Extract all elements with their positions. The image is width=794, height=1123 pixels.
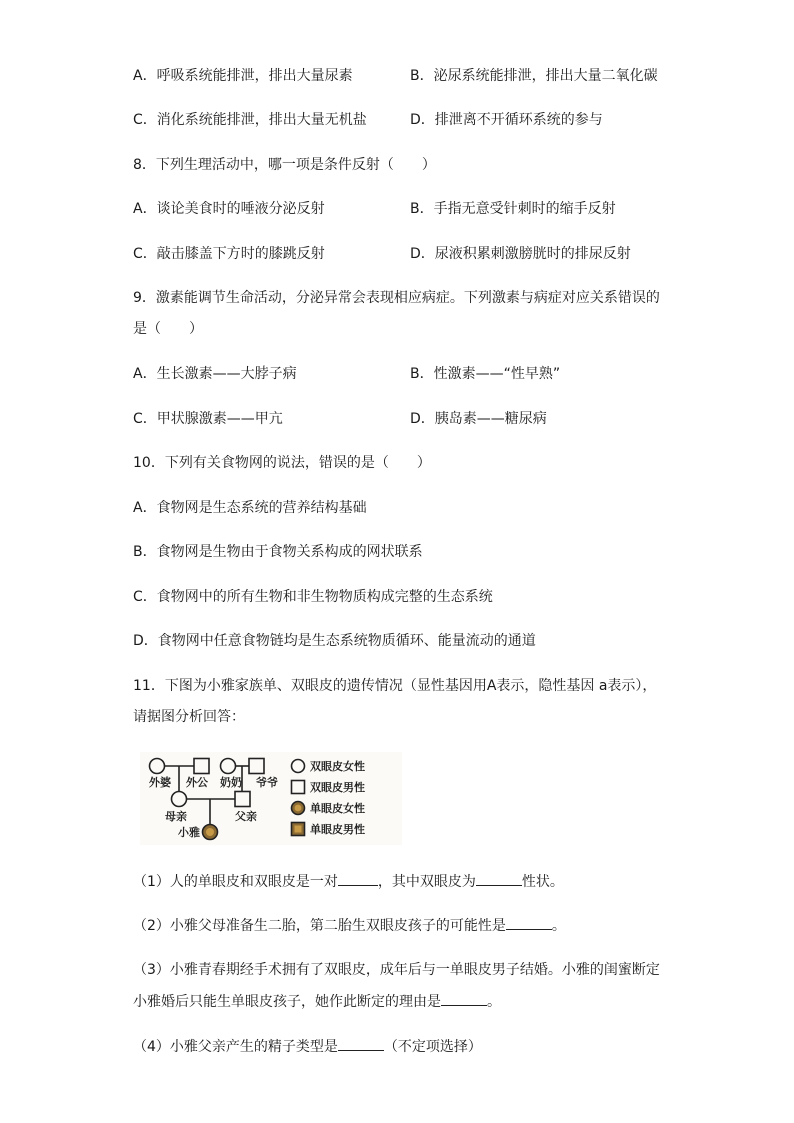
answer-blank-4[interactable]: [441, 991, 487, 1006]
q8-option-c: C．敲击膝盖下方时的膝跳反射: [133, 246, 325, 262]
waipo-circle: [150, 759, 165, 774]
legend-square-open: [292, 781, 305, 794]
label-muqin: 母亲: [165, 810, 187, 823]
nainai-circle: [221, 759, 236, 774]
label-waipo: 外婆: [149, 776, 171, 789]
pedigree-figure: [140, 752, 402, 845]
q8-option-a: A．谈论美食时的唾液分泌反射: [133, 201, 325, 217]
q9-option-b: B．性激素——“性早熟”: [410, 366, 561, 382]
q9-option-a: A．生长激素——大脖子病: [133, 366, 297, 382]
answer-blank-5[interactable]: [338, 1036, 384, 1051]
q9-stem-line1: 9．激素能调节生命活动，分泌异常会表现相应病症。下列激素与病症对应关系错误的: [133, 290, 660, 306]
legend-circle-open: [292, 760, 305, 773]
q8-option-d: D．尿液积累刺激膀胱时的排尿反射: [410, 246, 631, 262]
yeye-square: [249, 759, 264, 774]
q11-sub1: [133, 871, 564, 892]
answer-blank-3[interactable]: [506, 915, 552, 930]
pedigree-diagram: [140, 752, 402, 845]
legend-item-3: 单眼皮女性: [310, 802, 365, 815]
q10-stem: 10．下列有关食物网的说法，错误的是（ ）: [133, 455, 431, 471]
label-xiaoya: 小雅: [178, 826, 200, 839]
waigong-square: [194, 759, 209, 774]
q10-option-b: B．食物网是生物由于食物关系构成的网状联系: [133, 544, 423, 560]
answer-blank-2[interactable]: [476, 871, 522, 886]
label-waigong: 外公: [186, 776, 208, 789]
q11-sub1-text-c: 性状。: [521, 874, 564, 890]
q9-stem-line2: 是（ ）: [133, 321, 203, 337]
muqin-circle: [172, 792, 187, 807]
q11-sub3-line1: （3）小雅青春期经手术拥有了双眼皮，成年后与一单眼皮男子结婚。小雅的闺蜜断定: [133, 962, 660, 978]
q11-sub1-text-b: ，其中双眼皮为: [377, 874, 476, 890]
q11-sub4-text-a: （4）小雅父亲产生的精子类型是: [133, 1039, 338, 1055]
fuqin-square: [235, 792, 250, 807]
q11-stem-line1: 11．下图为小雅家族单、双眼皮的遗传情况（显性基因用A表示，隐性基因 a表示），: [133, 678, 657, 694]
label-yeye: 爷爷: [256, 776, 278, 789]
q11-sub2-text-a: （2）小雅父母准备生二胎，第二胎生双眼皮孩子的可能性是: [133, 918, 506, 934]
q11-sub3-text-c: 。: [487, 994, 501, 1010]
label-nainai: 奶奶: [220, 776, 242, 789]
q7-option-c: C．消化系统能排泄，排出大量无机盐: [133, 112, 367, 128]
q11-stem-line2: 请据图分析回答：: [133, 709, 245, 725]
q8-stem: 8．下列生理活动中，哪一项是条件反射（ ）: [133, 157, 436, 173]
q11-sub4-text-b: （不定项选择）: [383, 1039, 482, 1055]
q8-option-b: B．手指无意受针刺时的缩手反射: [410, 201, 616, 217]
q11-sub1-text-a: （1）人的单眼皮和双眼皮是一对: [133, 874, 338, 890]
q10-option-c: C．食物网中的所有生物和非生物物质构成完整的生态系统: [133, 589, 493, 605]
q11-sub2-text-b: 。: [551, 918, 566, 934]
legend-item-1: 双眼皮女性: [310, 760, 365, 773]
q7-option-a: A．呼吸系统能排泄，排出大量尿素: [133, 68, 353, 84]
q11-sub3-text-b: 小雅婚后只能生单眼皮孩子，她作此断定的理由是: [133, 994, 441, 1010]
q11-sub4: [133, 1036, 482, 1057]
q11-sub3-line2: [133, 991, 501, 1012]
q7-option-b: B．泌尿系统能排泄，排出大量二氧化碳: [410, 68, 658, 84]
q11-sub2: [133, 915, 566, 936]
q10-option-a: A．食物网是生态系统的营养结构基础: [133, 500, 367, 516]
legend-item-4: 单眼皮男性: [310, 823, 365, 836]
q9-option-c: C．甲状腺激素——甲亢: [133, 411, 283, 427]
q10-option-d: D．食物网中任意食物链均是生态系统物质循环、能量流动的通道: [133, 633, 536, 649]
q9-option-d: D．胰岛素——糖尿病: [410, 411, 547, 427]
label-fuqin: 父亲: [235, 810, 257, 823]
answer-blank-1[interactable]: [338, 871, 378, 886]
q7-option-d: D．排泄离不开循环系统的参与: [410, 112, 603, 128]
legend-item-2: 双眼皮男性: [310, 781, 365, 794]
